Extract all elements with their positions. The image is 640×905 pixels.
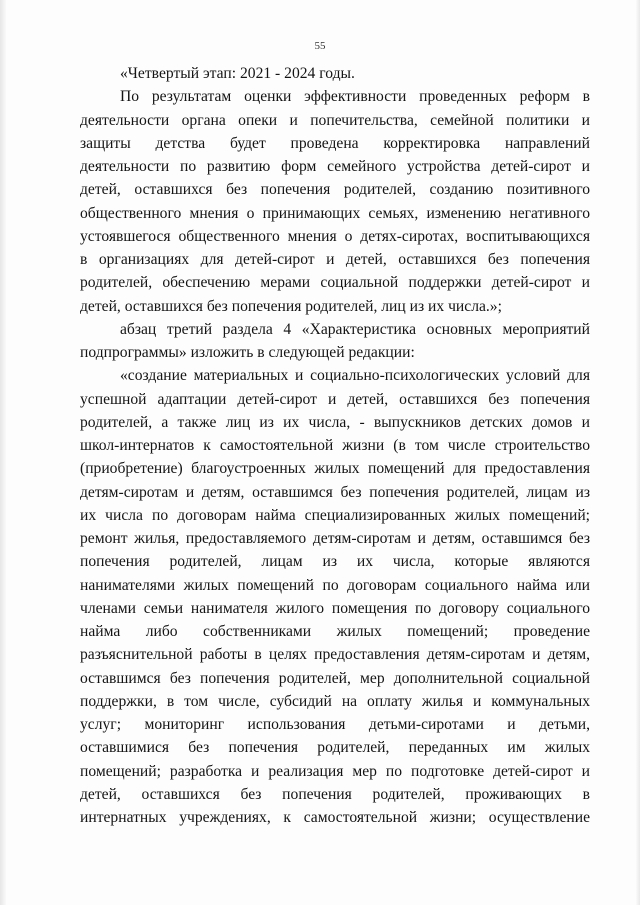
text-line: найма либо собственниками жилых помещений; проведение — [80, 623, 590, 640]
text-line: услуг; мониторинг использования детьми-сиротами и детьми, — [80, 716, 590, 733]
text-line: общественного мнения о принимающих семьях, изменению негативного — [80, 204, 590, 222]
text-line: разъяснительной работы в целях предоставления детям-сиротам и детям, — [80, 646, 590, 664]
text-line: защиты детства будет проведена корректировка направлений — [80, 134, 590, 152]
text-line: поддержки, в том числе, субсидий на оплату жилья и коммунальных — [80, 692, 590, 710]
text-line: членами семьи нанимателя жилого помещения по договору социального — [80, 599, 590, 617]
text-line: «Четвертый этап: 2021 - 2024 годы. — [120, 65, 355, 82]
text-line: школ-интернатов к самостоятельной жизни (в том числе строительство — [80, 437, 590, 454]
text-line: детям-сиротам и детям, оставшимся без попечения родителей, лицам из — [80, 483, 590, 501]
text-line: в организациях для детей-сирот и детей, оставшихся без попечения — [80, 251, 590, 268]
text-line: детей, оставшихся без попечения родителей, проживающих в — [80, 785, 590, 803]
text-line: успешной адаптации детей-сирот и детей, оставшихся без попечения — [80, 390, 590, 408]
text-line: детей, оставшихся без попечения родителей, лиц из их числа.»; — [80, 297, 502, 315]
text-line: оставшимся без попечения родителей, мер дополнительной социальной — [80, 669, 590, 687]
text-line: деятельности органа опеки и попечительства, семейной политики и — [80, 111, 590, 129]
scan-edge-right — [636, 0, 640, 905]
scan-edge-left — [0, 0, 6, 905]
text-line: «создание материальных и социально-психологических условий для — [120, 367, 590, 385]
text-line: По результатам оценки эффективности проведенных реформ в — [120, 88, 590, 106]
text-line: устоявшегося общественного мнения о детях-сиротах, воспитывающихся — [80, 227, 590, 245]
text-line: подпрограммы» изложить в следующей редакции: — [80, 344, 415, 361]
text-line: деятельности по развитию форм семейного устройства детей-сирот и — [80, 158, 590, 175]
text-line: абзац третий раздела 4 «Характеристика основных мероприятий — [120, 320, 590, 338]
text-line: помещений; разработка и реализация мер по подготовке детей-сирот и — [80, 762, 590, 780]
text-line: детей, оставшихся без попечения родителей, созданию позитивного — [80, 181, 590, 199]
text-line: интернатных учреждениях, к самостоятельной жизни; осуществление — [80, 809, 590, 826]
text-line: их числа по договорам найма специализированных жилых помещений; — [80, 506, 590, 524]
page-number: 55 — [314, 40, 326, 52]
text-line: ремонт жилья, предоставляемого детям-сиротам и детям, оставшимся без — [80, 530, 590, 547]
text-line: родителей, а также лиц из их числа, - выпускников детских домов и — [80, 413, 590, 431]
text-line: попечения родителей, лицам из их числа, которые являются — [80, 553, 590, 571]
text-line: нанимателями жилых помещений по договорам социального найма или — [80, 576, 590, 594]
document-body — [80, 62, 590, 829]
text-line: оставшимися без попечения родителей, переданных им жилых — [80, 739, 590, 757]
text-line: родителей, обеспечению мерами социальной поддержки детей-сирот и — [80, 274, 590, 292]
text-line: (приобретение) благоустроенных жилых помещений для предоставления — [80, 460, 590, 478]
